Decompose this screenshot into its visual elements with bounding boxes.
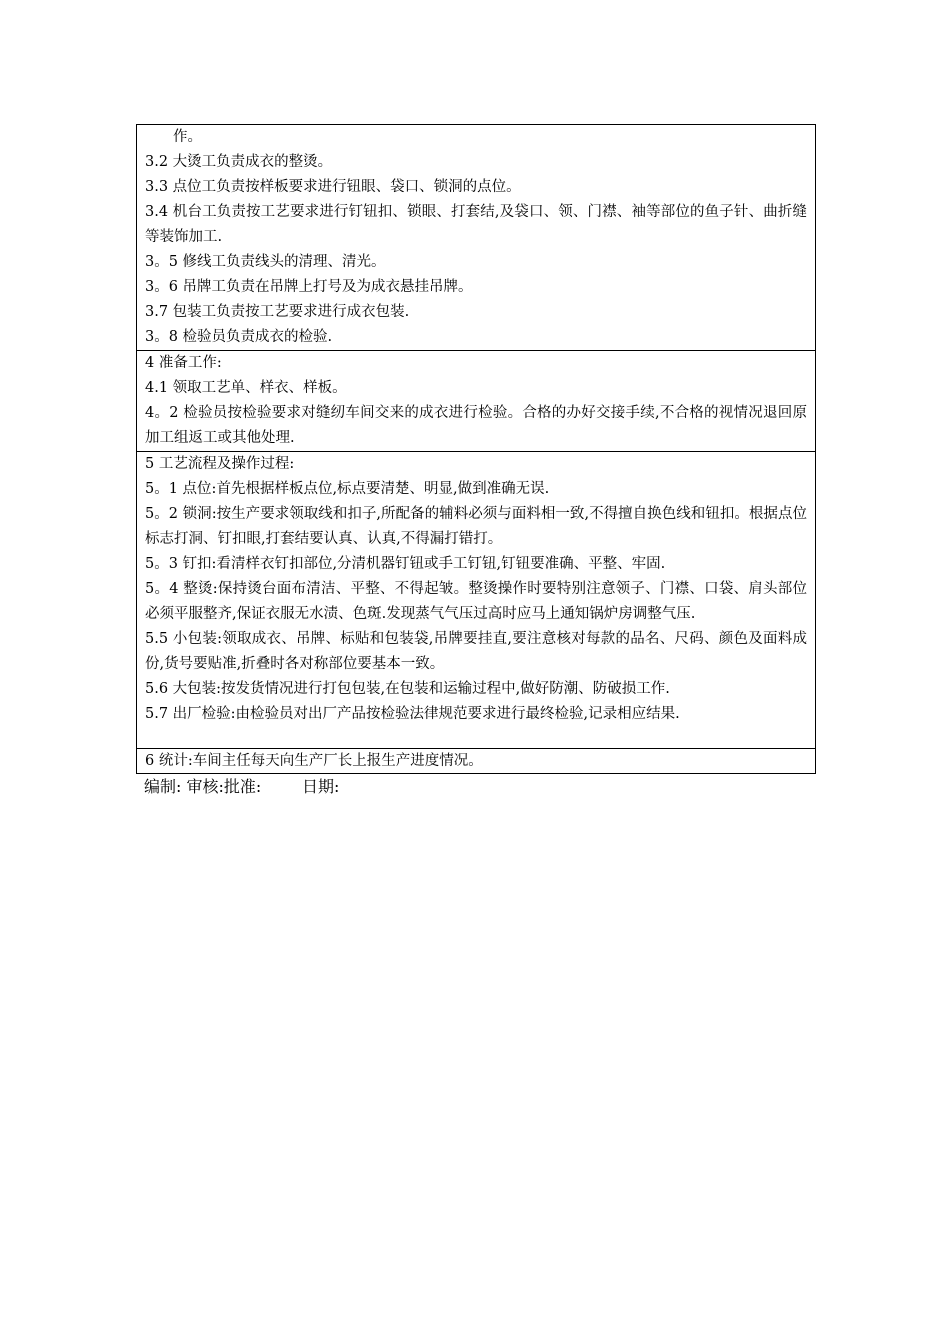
statistics-line: 6 统计:车间主任每天向生产厂长上报生产进度情况。 — [145, 753, 483, 769]
duty-3-4: 3.4 机台工负责按工艺要求进行钉钮扣、锁眼、打套结,及袋口、领、门襟、袖等部位的鱼子针、曲折缝等装饰加工. — [145, 204, 807, 245]
section-3-duties — [137, 125, 815, 350]
prep-4-2: 4。2 检验员按检验要求对缝纫车间交来的成衣进行检验。合格的办好交接手续,不合格的视情况退回原加工组返工或其他处理. — [145, 405, 807, 446]
duty-3-6: 3。6 吊牌工负责在吊牌上打号及为成衣悬挂吊牌。 — [145, 279, 473, 295]
duty-3-2: 3.2 大烫工负责成衣的整烫。 — [145, 154, 333, 170]
signoff-line: 编制: 审核:批准: 日期: — [144, 777, 340, 796]
duty-3-3: 3.3 点位工负责按样板要求进行钮眼、袋口、锁洞的点位。 — [145, 179, 521, 195]
prep-4-1: 4.1 领取工艺单、样衣、样板。 — [145, 380, 347, 396]
process-5-1: 5。1 点位:首先根据样板点位,标点要清楚、明显,做到准确无误. — [145, 481, 550, 497]
section-4-preparation — [137, 350, 815, 451]
procedure-table — [136, 124, 816, 774]
section-6-statistics — [137, 748, 815, 773]
process-5-6: 5.6 大包装:按发货情况进行打包包装,在包装和运输过程中,做好防潮、防破损工作. — [145, 681, 670, 697]
duty-3-8: 3。8 检验员负责成衣的检验. — [145, 329, 333, 345]
section-4-heading: 4 准备工作: — [145, 355, 222, 371]
process-5-5: 5.5 小包装:领取成衣、吊牌、标贴和包装袋,吊牌要挂直,要注意核对每款的品名、尺码、颜色及面料成份,货号要贴准,折叠时各对称部位要基本一致。 — [145, 631, 807, 672]
duty-3-7: 3.7 包装工负责按工艺要求进行成衣包装. — [145, 304, 410, 320]
process-5-3: 5。3 钉扣:看清样衣钉扣部位,分清机器钉钮或手工钉钮,钉钮要准确、平整、牢固. — [145, 556, 666, 572]
section-5-process — [137, 451, 815, 748]
section-5-heading: 5 工艺流程及操作过程: — [145, 456, 295, 472]
process-5-4: 5。4 整烫:保持烫台面布清洁、平整、不得起皱。整烫操作时要特别注意领子、门襟、口袋、肩头部位必须平服整齐,保证衣服无水渍、色斑.发现蒸气气压过高时应马上通知锅炉房调整气压. — [145, 581, 807, 622]
duty-line-continuation: 作。 — [173, 129, 202, 145]
duty-3-5: 3。5 修线工负责线头的清理、清光。 — [145, 254, 386, 270]
process-5-7: 5.7 出厂检验:由检验员对出厂产品按检验法律规范要求进行最终检验,记录相应结果. — [145, 706, 680, 722]
process-5-2: 5。2 锁洞:按生产要求领取线和扣子,所配备的辅料必须与面料相一致,不得擅自换色线和钮扣。根据点位标志打洞、钉扣眼,打套结要认真、认真,不得漏打错打。 — [145, 506, 807, 547]
